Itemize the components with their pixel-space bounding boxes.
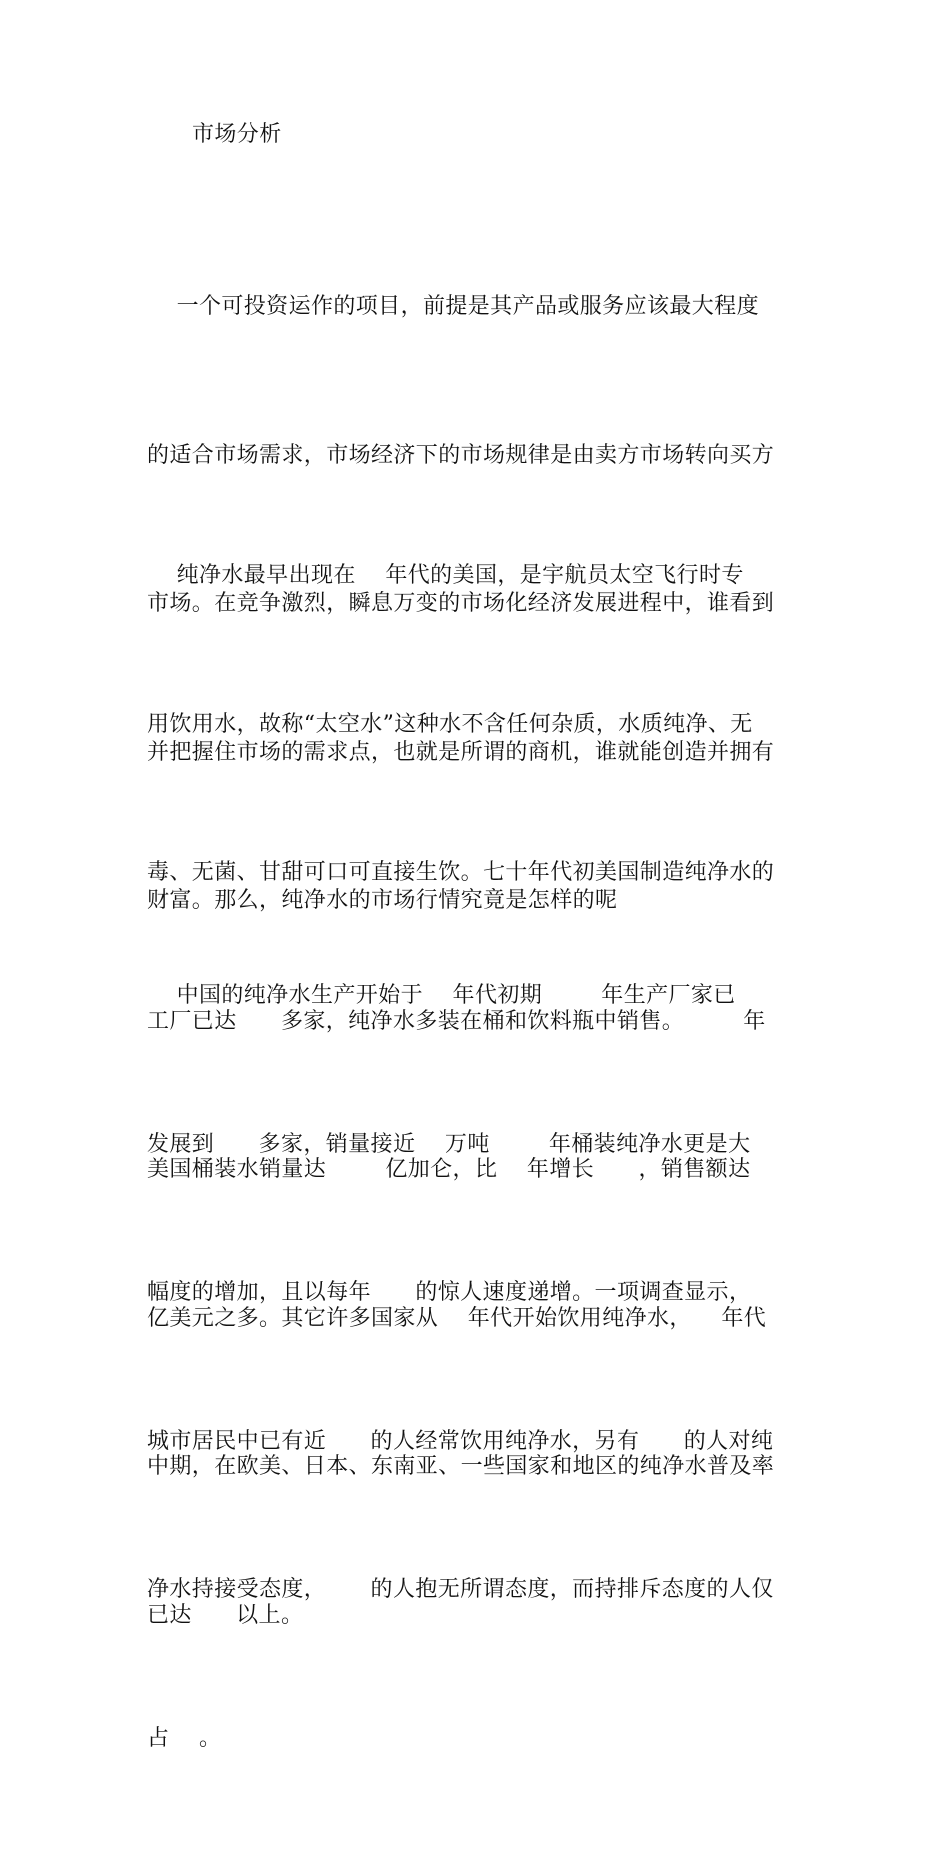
paragraph-line: 美国桶装水销量达 亿加仑，比 年增长 ，销售额达 [147,1157,751,1182]
paragraph-line: 毒、无菌、甘甜可口可直接生饮。七十年代初美国制造纯净水的 [147,860,775,885]
paragraph-line: 发展到 多家，销量接近 万吨 年桶装纯净水更是大 [147,1131,751,1157]
paragraph-line: 市场。在竞争激烈，瞬息万变的市场化经济发展进程中，谁看到 [147,591,775,616]
paragraph-line: 中国的纯净水生产开始于 年代初期 年生产厂家已 [147,983,736,1008]
paragraph-line: 已达 以上。 [147,1602,304,1628]
paragraph-line: 亿美元之多。其它许多国家从 年代开始饮用纯净水， 年代 [147,1305,767,1331]
paragraph-line: 财富。那么，纯净水的市场行情究竟是怎样的呢 [147,888,618,913]
paragraph-line: 占 。 [147,1725,222,1751]
paragraph-line: 的适合市场需求，市场经济下的市场规律是由卖方市场转向买方 [147,442,775,468]
paragraph-line: 幅度的增加，且以每年 的惊人速度递增。一项调查显示， [147,1280,752,1305]
paragraph-line: 净水持接受态度， 的人抱无所谓态度，而持排斥态度的人仅 [147,1577,774,1602]
section-heading: 市场分析 [192,122,282,147]
paragraph-line: 并把握住市场的需求点，也就是所谓的商机，谁就能创造并拥有 [147,739,775,765]
paragraph-line: 中期，在欧美、日本、东南亚、一些国家和地区的纯净水普及率 [147,1454,775,1479]
paragraph-line: 工厂已达 多家，纯净水多装在桶和饮料瓶中销售。 年 [147,1008,766,1034]
paragraph-line: 用饮用水，故称“太空水”这种水不含任何杂质，水质纯净、无 [147,711,753,737]
paragraph-china-market [147,872,827,1862]
paragraph-line: 纯净水最早出现在 年代的美国，是宇航员太空飞行时专 [147,563,744,588]
paragraph-line: 一个可投资运作的项目，前提是其产品或服务应该最大程度 [147,294,759,319]
paragraph-line: 城市居民中已有近 的人经常饮用纯净水，另有 的人对纯 [147,1428,774,1454]
